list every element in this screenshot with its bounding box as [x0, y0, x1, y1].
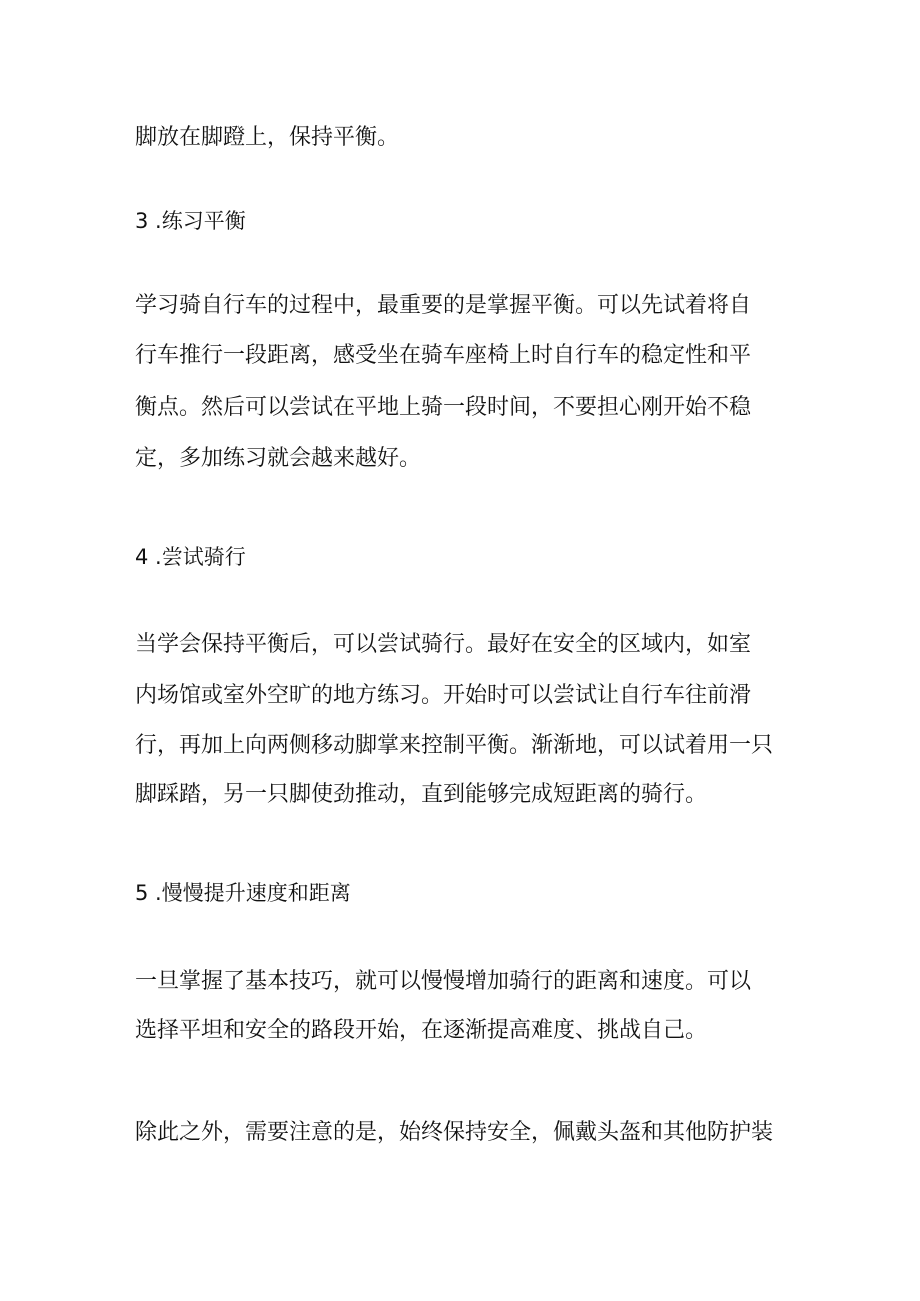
paragraph-line: 内场馆或室外空旷的地方练习。开始时可以尝试让自行车往前滑	[135, 683, 752, 708]
paragraph-line: 一旦掌握了基本技巧，就可以慢慢增加骑行的距离和速度。可以	[135, 969, 752, 994]
section-heading-5: 5 .慢慢提升速度和距离	[135, 881, 351, 905]
paragraph-line: 学习骑自行车的过程中，最重要的是掌握平衡。可以先试着将自	[135, 293, 752, 318]
section-heading-3: 3 .练习平衡	[135, 209, 246, 233]
section-heading-4: 4 .尝试骑行	[135, 545, 246, 569]
paragraph-line: 脚放在脚蹬上，保持平衡。	[135, 125, 400, 150]
paragraph-line: 行车推行一段距离，感受坐在骑车座椅上时自行车的稳定性和平	[135, 343, 752, 368]
paragraph-line: 当学会保持平衡后，可以尝试骑行。最好在安全的区域内，如室	[135, 632, 752, 657]
paragraph-line: 选择平坦和安全的路段开始，在逐渐提高难度、挑战自己。	[135, 1018, 708, 1043]
paragraph-line: 脚踩踏，另一只脚使劲推动，直到能够完成短距离的骑行。	[135, 782, 708, 807]
paragraph-line: 定，多加练习就会越来越好。	[135, 446, 422, 471]
paragraph-line: 除此之外，需要注意的是，始终保持安全，佩戴头盔和其他防护装	[135, 1120, 774, 1145]
paragraph-line: 行，再加上向两侧移动脚掌来控制平衡。渐渐地，可以试着用一只	[135, 733, 774, 758]
paragraph-line: 衡点。然后可以尝试在平地上骑一段时间，不要担心刚开始不稳	[135, 395, 752, 420]
